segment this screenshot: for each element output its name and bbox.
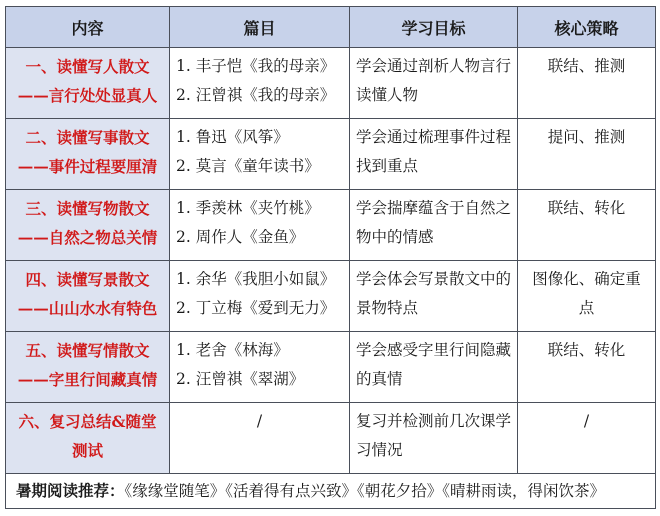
- goal-line: 找到重点: [356, 157, 419, 175]
- strategy-line: /: [583, 412, 590, 430]
- topic-cell: [6, 190, 170, 261]
- topic-sub: ——自然之物总关情: [17, 228, 158, 247]
- articles-cell: [170, 403, 350, 474]
- articles-cell: [170, 261, 350, 332]
- article-item: 1. 余华《我胆小如鼠》: [176, 270, 336, 288]
- reading-recommendation: [6, 474, 656, 509]
- strategy-cell: [518, 190, 656, 261]
- goal-cell: [350, 261, 518, 332]
- header-goal: 学习目标: [350, 7, 518, 48]
- header-articles: 篇目: [170, 7, 350, 48]
- course-schedule-table: [5, 6, 656, 509]
- goal-line: 的真情: [356, 370, 403, 388]
- goal-line: 物中的情感: [356, 228, 434, 246]
- topic-main: 二、读懂写事散文: [25, 128, 150, 147]
- strategy-line: 联结、转化: [547, 199, 626, 217]
- strategy-line: 图像化、确定重: [532, 270, 641, 288]
- strategy-line: 联结、转化: [547, 341, 626, 359]
- articles-cell: [170, 119, 350, 190]
- goal-cell: [350, 190, 518, 261]
- table-row: [6, 48, 656, 119]
- topic-sub: ——言行处处显真人: [17, 86, 158, 105]
- goal-line: 学会感受字里行间隐藏: [356, 341, 512, 359]
- goal-line: 学会揣摩蕴含于自然之: [356, 199, 512, 217]
- strategy-cell: [518, 332, 656, 403]
- article-item: /: [256, 412, 263, 430]
- goal-cell: [350, 48, 518, 119]
- strategy-cell: [518, 48, 656, 119]
- topic-cell: [6, 261, 170, 332]
- article-item: 2. 莫言《童年读书》: [176, 157, 320, 175]
- article-item: 1. 丰子恺《我的母亲》: [176, 57, 336, 75]
- strategy-cell: [518, 119, 656, 190]
- strategy-cell: [518, 261, 656, 332]
- topic-main: 四、读懂写景散文: [25, 270, 150, 289]
- topic-sub: 测试: [71, 441, 103, 460]
- goal-line: 学会通过剖析人物言行: [356, 57, 512, 75]
- topic-main: 五、读懂写情散文: [25, 341, 150, 360]
- table-row: [6, 190, 656, 261]
- articles-cell: [170, 190, 350, 261]
- table-row: [6, 403, 656, 474]
- topic-cell: [6, 119, 170, 190]
- article-item: 1. 鲁迅《风筝》: [176, 128, 289, 146]
- topic-main: 一、读懂写人散文: [25, 57, 150, 76]
- recommend-books: 《缘缘堂随笔》《活着得有点兴致》《朝花夕拾》《晴耕雨读，得闲饮茶》: [124, 482, 606, 500]
- goal-line: 习情况: [356, 441, 403, 459]
- topic-sub: ——字里行间藏真情: [17, 370, 158, 389]
- topic-sub: ——山山水水有特色: [17, 299, 158, 318]
- article-item: 2. 丁立梅《爱到无力》: [176, 299, 336, 317]
- article-item: 2. 周作人《金鱼》: [176, 228, 305, 246]
- topic-cell: [6, 403, 170, 474]
- goal-cell: [350, 403, 518, 474]
- strategy-line: 提问、推测: [547, 128, 626, 146]
- table-row: [6, 332, 656, 403]
- header-row: [6, 7, 656, 48]
- goal-line: 复习并检测前几次课学: [356, 412, 512, 430]
- topic-sub: ——事件过程要厘清: [17, 157, 158, 176]
- article-item: 1. 老舍《林海》: [176, 341, 289, 359]
- strategy-cell: [518, 403, 656, 474]
- goal-line: 景物特点: [356, 299, 419, 317]
- topic-cell: [6, 332, 170, 403]
- topic-cell: [6, 48, 170, 119]
- goal-line: 学会通过梳理事件过程: [356, 128, 512, 146]
- goal-line: 读懂人物: [356, 86, 419, 104]
- recommend-row: [6, 474, 656, 509]
- header-strategy: 核心策略: [518, 7, 656, 48]
- table-row: [6, 261, 656, 332]
- recommend-label: 暑期阅读推荐：: [16, 481, 125, 500]
- articles-cell: [170, 332, 350, 403]
- article-item: 1. 季羡林《夹竹桃》: [176, 199, 320, 217]
- strategy-line: 点: [578, 299, 595, 317]
- table-row: [6, 119, 656, 190]
- article-item: 2. 汪曾祺《我的母亲》: [176, 86, 336, 104]
- strategy-line: 联结、推测: [547, 57, 626, 75]
- goal-line: 学会体会写景散文中的: [356, 270, 512, 288]
- header-content: 内容: [6, 7, 170, 48]
- goal-cell: [350, 119, 518, 190]
- article-item: 2. 汪曾祺《翠湖》: [176, 370, 305, 388]
- goal-cell: [350, 332, 518, 403]
- topic-main: 六、复习总结&随堂: [18, 412, 157, 431]
- articles-cell: [170, 48, 350, 119]
- topic-main: 三、读懂写物散文: [25, 199, 150, 218]
